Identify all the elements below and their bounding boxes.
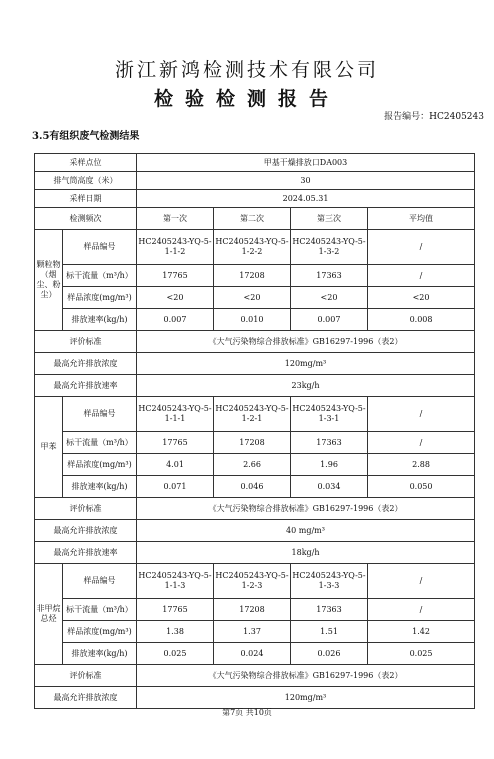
standard-value: 《大气污染物综合排放标准》GB16297-1996（表2） xyxy=(137,665,475,687)
max-concentration-label: 最高允许排放浓度 xyxy=(35,520,137,542)
standard-label: 评价标准 xyxy=(35,665,137,687)
row-label: 样品浓度(mg/m³) xyxy=(63,287,137,309)
row-label: 样品编号 xyxy=(63,397,137,432)
value-cell: <20 xyxy=(137,287,214,309)
value-cell: HC2405243-YQ-5-1-2-2 xyxy=(214,230,291,265)
max-concentration-row xyxy=(35,353,475,375)
stack-height-value: 30 xyxy=(137,172,475,190)
table-row xyxy=(35,621,475,643)
value-cell: 0.026 xyxy=(291,643,368,665)
value-cell: 1.96 xyxy=(291,454,368,476)
max-concentration-label: 最高允许排放浓度 xyxy=(35,353,137,375)
max-concentration-value: 120mg/m³ xyxy=(137,353,475,375)
standard-row xyxy=(35,331,475,353)
max-concentration-row xyxy=(35,687,475,709)
row-label: 样品编号 xyxy=(63,230,137,265)
results-table xyxy=(34,153,475,709)
second-column-header: 第二次 xyxy=(214,208,291,230)
value-cell: 17208 xyxy=(214,599,291,621)
pollutant-name: 甲苯 xyxy=(35,397,63,498)
average-cell: / xyxy=(368,265,475,287)
value-cell: 4.01 xyxy=(137,454,214,476)
value-cell: 0.007 xyxy=(291,309,368,331)
third-column-header: 第三次 xyxy=(291,208,368,230)
value-cell: 17765 xyxy=(137,265,214,287)
row-label: 样品浓度(mg/m³) xyxy=(63,621,137,643)
row-label: 排放速率(kg/h) xyxy=(63,476,137,498)
value-cell: 17363 xyxy=(291,265,368,287)
frequency-header-row xyxy=(35,208,475,230)
sampling-date-label: 采样日期 xyxy=(35,190,137,208)
table-row xyxy=(35,265,475,287)
row-label: 排放速率(kg/h) xyxy=(63,643,137,665)
value-cell: HC2405243-YQ-5-1-3-3 xyxy=(291,564,368,599)
standard-value: 《大气污染物综合排放标准》GB16297-1996（表2） xyxy=(137,498,475,520)
row-label: 样品编号 xyxy=(63,564,137,599)
standard-row xyxy=(35,498,475,520)
sampling-date-value: 2024.05.31 xyxy=(137,190,475,208)
max-rate-row xyxy=(35,542,475,564)
value-cell: HC2405243-YQ-5-1-2-1 xyxy=(214,397,291,432)
row-label: 标干流量（m³/h） xyxy=(63,599,137,621)
first-column-header: 第一次 xyxy=(137,208,214,230)
sampling-date-row xyxy=(35,190,475,208)
value-cell: 17363 xyxy=(291,599,368,621)
report-number xyxy=(384,109,484,122)
max-rate-value: 23kg/h xyxy=(137,375,475,397)
standard-row xyxy=(35,665,475,687)
max-rate-label: 最高允许排放速率 xyxy=(35,542,137,564)
standard-label: 评价标准 xyxy=(35,498,137,520)
table-row xyxy=(35,643,475,665)
report-title: 检验检测报告 xyxy=(153,88,340,110)
max-concentration-value: 120mg/m³ xyxy=(137,687,475,709)
table-row xyxy=(35,309,475,331)
max-rate-value: 18kg/h xyxy=(137,542,475,564)
max-concentration-row xyxy=(35,520,475,542)
row-label: 标干流量（m³/h） xyxy=(63,265,137,287)
average-cell: / xyxy=(368,599,475,621)
value-cell: 17765 xyxy=(137,599,214,621)
table-row xyxy=(35,599,475,621)
value-cell: HC2405243-YQ-5-1-1-1 xyxy=(137,397,214,432)
value-cell: HC2405243-YQ-5-1-1-2 xyxy=(137,230,214,265)
value-cell: <20 xyxy=(291,287,368,309)
average-cell: 0.008 xyxy=(368,309,475,331)
value-cell: 1.38 xyxy=(137,621,214,643)
sampling-point-row xyxy=(35,154,475,172)
row-label: 样品浓度(mg/m³) xyxy=(63,454,137,476)
standard-value: 《大气污染物综合排放标准》GB16297-1996（表2） xyxy=(137,331,475,353)
section-title: 3.5有组织废气检测结果 xyxy=(32,131,140,142)
report-number-value: HC2405243 xyxy=(429,112,484,122)
pollutant-name: 非甲烷总烃 xyxy=(35,564,63,665)
value-cell: <20 xyxy=(214,287,291,309)
table-row xyxy=(35,397,475,432)
average-cell: 0.050 xyxy=(368,476,475,498)
average-cell: / xyxy=(368,432,475,454)
value-cell: 0.025 xyxy=(137,643,214,665)
value-cell: 0.010 xyxy=(214,309,291,331)
stack-height-row xyxy=(35,172,475,190)
max-rate-row xyxy=(35,375,475,397)
average-cell: 1.42 xyxy=(368,621,475,643)
value-cell: 17208 xyxy=(214,432,291,454)
value-cell: HC2405243-YQ-5-1-3-2 xyxy=(291,230,368,265)
max-concentration-label: 最高允许排放浓度 xyxy=(35,687,137,709)
value-cell: 1.51 xyxy=(291,621,368,643)
value-cell: 17363 xyxy=(291,432,368,454)
average-cell: / xyxy=(368,230,475,265)
value-cell: HC2405243-YQ-5-1-1-3 xyxy=(137,564,214,599)
value-cell: 2.66 xyxy=(214,454,291,476)
value-cell: 0.034 xyxy=(291,476,368,498)
sampling-point-value: 甲基干燥排放口DA003 xyxy=(137,154,475,172)
max-concentration-value: 40 mg/m³ xyxy=(137,520,475,542)
value-cell: 17765 xyxy=(137,432,214,454)
table-row xyxy=(35,454,475,476)
average-cell: / xyxy=(368,564,475,599)
average-column-header: 平均值 xyxy=(368,208,475,230)
table-row xyxy=(35,476,475,498)
value-cell: HC2405243-YQ-5-1-3-1 xyxy=(291,397,368,432)
value-cell: 0.046 xyxy=(214,476,291,498)
stack-height-label: 排气筒高度（米） xyxy=(35,172,137,190)
value-cell: HC2405243-YQ-5-1-2-3 xyxy=(214,564,291,599)
table-row xyxy=(35,564,475,599)
average-cell: / xyxy=(368,397,475,432)
table-row xyxy=(35,287,475,309)
frequency-label: 检测频次 xyxy=(35,208,137,230)
row-label: 排放速率(kg/h) xyxy=(63,309,137,331)
row-label: 标干流量（m³/h） xyxy=(63,432,137,454)
standard-label: 评价标准 xyxy=(35,331,137,353)
pollutant-name: 颗粒物（烟尘、粉尘） xyxy=(35,230,63,331)
company-name: 浙江新鸿检测技术有限公司 xyxy=(114,59,379,81)
max-rate-label: 最高允许排放速率 xyxy=(35,375,137,397)
sampling-point-label: 采样点位 xyxy=(35,154,137,172)
page-footer: 第7页 共10页 xyxy=(222,708,272,717)
value-cell: 0.007 xyxy=(137,309,214,331)
average-cell: 0.025 xyxy=(368,643,475,665)
table-row xyxy=(35,230,475,265)
average-cell: <20 xyxy=(368,287,475,309)
value-cell: 0.024 xyxy=(214,643,291,665)
average-cell: 2.88 xyxy=(368,454,475,476)
report-number-label: 报告编号： xyxy=(384,112,430,122)
value-cell: 0.071 xyxy=(137,476,214,498)
table-row xyxy=(35,432,475,454)
value-cell: 17208 xyxy=(214,265,291,287)
value-cell: 1.37 xyxy=(214,621,291,643)
